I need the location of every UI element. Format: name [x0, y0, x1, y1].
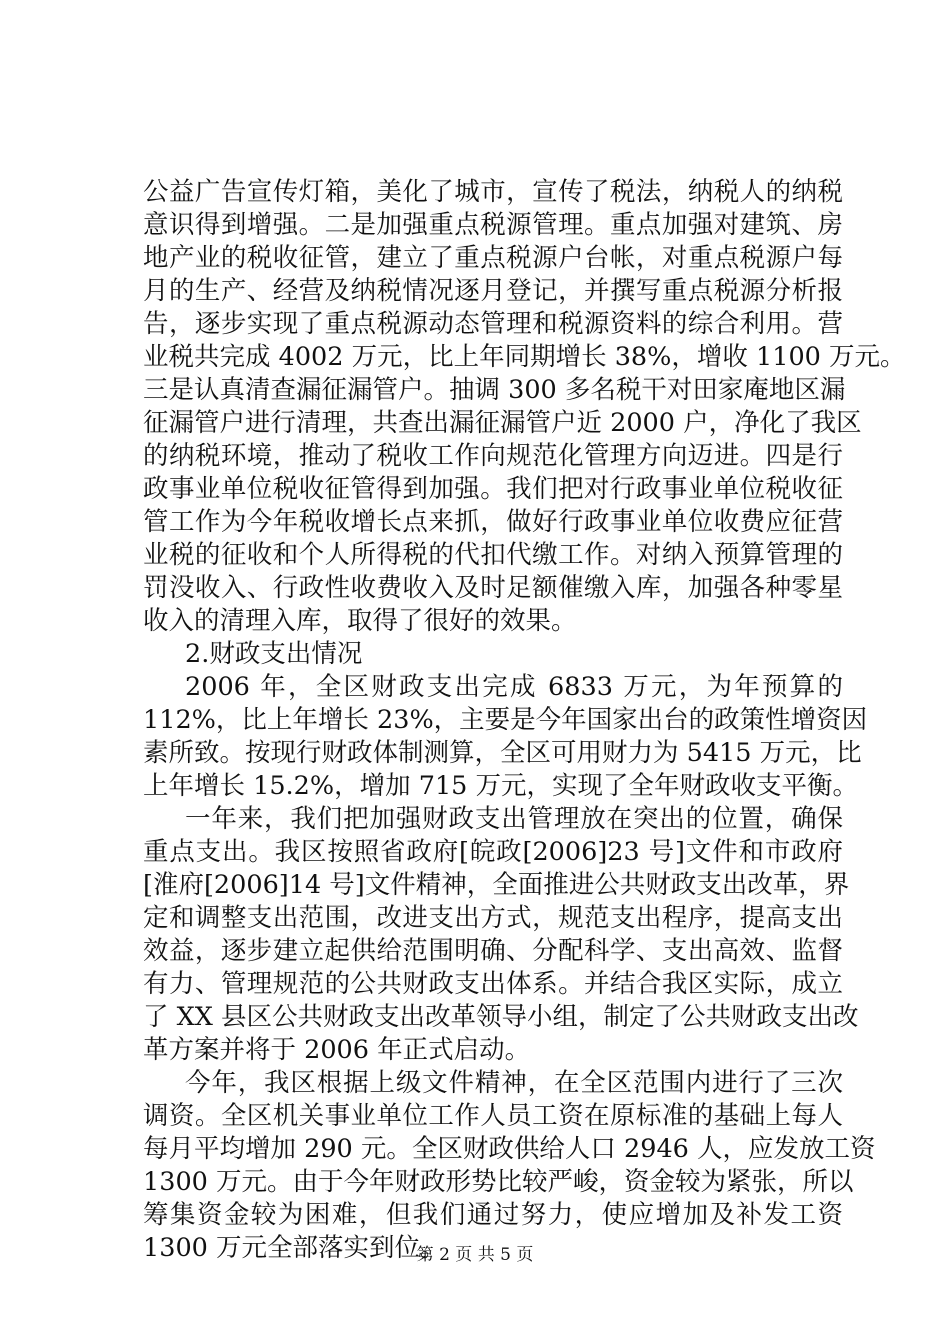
paragraph-line: 地产业的税收征管，建立了重点税源户台帐，对重点税源户每 [143, 243, 843, 273]
paragraph-line: 上年增长 15.2%，增加 715 万元，实现了全年财政收支平衡。 [143, 771, 858, 801]
paragraph-line: 征漏管户进行清理，共查出漏征漏管户近 2000 户，净化了我区 [143, 408, 862, 438]
paragraph-line: 素所致。按现行财政体制测算，全区可用财力为 5415 万元，比 [143, 738, 862, 768]
paragraph-line: 三是认真清查漏征漏管户。抽调 300 多名税干对田家庵地区漏 [143, 375, 846, 405]
paragraph-line: 有力、管理规范的公共财政支出体系。并结合我区实际，成立 [143, 969, 843, 999]
paragraph-line: 2006 年，全区财政支出完成 6833 万元，为年预算的 [185, 672, 843, 702]
paragraph-line: 意识得到增强。二是加强重点税源管理。重点加强对建筑、房 [143, 210, 843, 240]
paragraph-line: 今年，我区根据上级文件精神，在全区范围内进行了三次 [185, 1068, 843, 1098]
paragraph-line: 1300 万元。由于今年财政形势比较严峻，资金较为紧张，所以 [143, 1167, 854, 1197]
paragraph-line: 重点支出。我区按照省政府[皖政[2006]23 号]文件和市政府 [143, 837, 843, 867]
paragraph-line: 每月平均增加 290 元。全区财政供给人口 2946 人，应发放工资 [143, 1134, 876, 1164]
paragraph-line: 112%，比上年增长 23%，主要是今年国家出台的政策性增资因 [143, 705, 868, 735]
paragraph-line: 业税共完成 4002 万元，比上年同期增长 38%，增收 1100 万元。 [143, 342, 906, 372]
paragraph-line: 了 XX 县区公共财政支出改革领导小组，制定了公共财政支出改 [143, 1002, 859, 1032]
paragraph-line: 告，逐步实现了重点税源动态管理和税源资料的综合利用。营 [143, 309, 843, 339]
paragraph-line: 公益广告宣传灯箱，美化了城市，宣传了税法，纳税人的纳税 [143, 177, 843, 207]
paragraph-line: 政事业单位税收征管得到加强。我们把对行政事业单位税收征 [143, 474, 843, 504]
paragraph-line: 月的生产、经营及纳税情况逐月登记，并撰写重点税源分析报 [143, 276, 843, 306]
paragraph-line: 调资。全区机关事业单位工作人员工资在原标准的基础上每人 [143, 1101, 843, 1131]
paragraph-line: 1300 万元全部落实到位。 [143, 1233, 446, 1263]
paragraph-line: 业税的征收和个人所得税的代扣代缴工作。对纳入预算管理的 [143, 540, 843, 570]
paragraph-line: 收入的清理入库，取得了很好的效果。 [143, 606, 577, 636]
paragraph-line: 效益，逐步建立起供给范围明确、分配科学、支出高效、监督 [143, 936, 843, 966]
paragraph-line: 管工作为今年税收增长点来抓，做好行政事业单位收费应征营 [143, 507, 843, 537]
page-number-footer: 第 2 页 共 5 页 [416, 1245, 534, 1265]
paragraph-line: 罚没收入、行政性收费收入及时足额催缴入库，加强各种零星 [143, 573, 843, 603]
paragraph-line: 一年来，我们把加强财政支出管理放在突出的位置，确保 [185, 804, 843, 834]
section-heading: 2.财政支出情况 [185, 639, 363, 669]
paragraph-line: 革方案并将于 2006 年正式启动。 [143, 1035, 531, 1065]
paragraph-line: [淮府[2006]14 号]文件精神，全面推进公共财政支出改革，界 [143, 870, 850, 900]
paragraph-line: 筹集资金较为困难，但我们通过努力，使应增加及补发工资 [143, 1200, 843, 1230]
paragraph-line: 的纳税环境，推动了税收工作向规范化管理方向迈进。四是行 [143, 441, 843, 471]
paragraph-line: 定和调整支出范围，改进支出方式，规范支出程序，提高支出 [143, 903, 843, 933]
document-body [143, 176, 906, 1265]
